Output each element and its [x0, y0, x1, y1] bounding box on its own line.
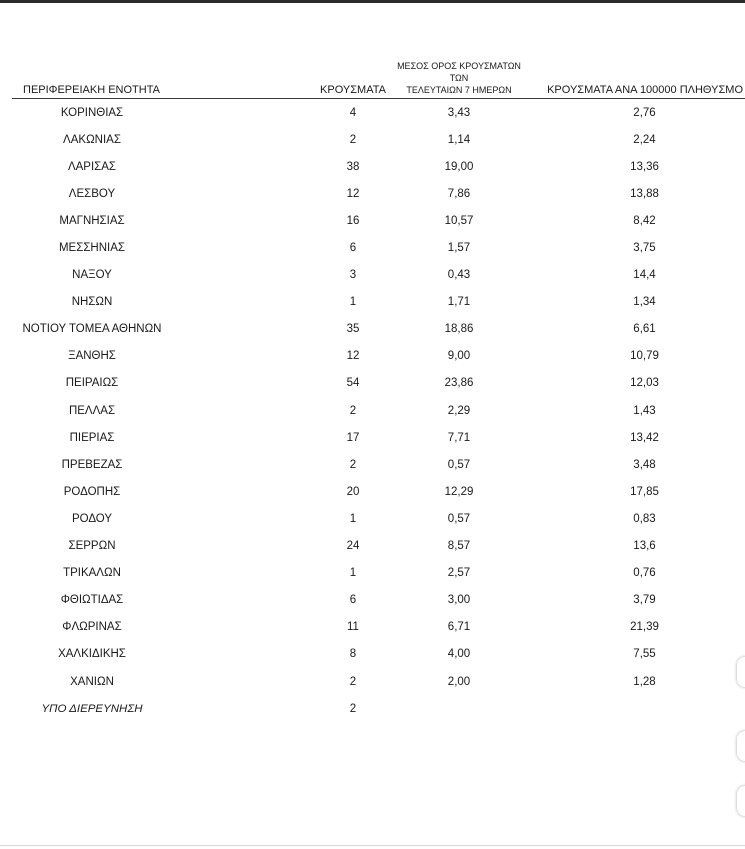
- cell-per100k: 6,61: [633, 323, 656, 336]
- cell-per100k: 1,34: [633, 296, 656, 309]
- cell-cases: 38: [346, 160, 360, 173]
- table-row: [12, 370, 745, 397]
- cell-region: ΛΕΣΒΟΥ: [68, 187, 116, 200]
- header-region: ΠΕΡΙΦΕΡΕΙΑΚΗ ΕΝΟΤΗΤΑ: [12, 60, 172, 99]
- cell-per100k: 3,48: [633, 458, 656, 471]
- cell-region: ΥΠΟ ΔΙΕΡΕΥΝΗΣΗ: [41, 702, 143, 715]
- cell-region: ΛΑΚΩΝΙΑΣ: [63, 133, 121, 146]
- cell-region: ΠΕΛΛΑΣ: [68, 404, 116, 417]
- cell-region: ΝΑΞΟΥ: [72, 269, 112, 282]
- cell-cases: 2: [349, 702, 357, 715]
- cell-avg: 1,57: [447, 242, 471, 255]
- table-row: [12, 533, 745, 560]
- table-row: [12, 316, 745, 343]
- cell-per100k: 3,79: [633, 594, 656, 607]
- scroll-button-mid[interactable]: [737, 731, 745, 761]
- cell-cases: 2: [349, 133, 357, 146]
- scroll-button-down[interactable]: [737, 786, 745, 816]
- cell-avg: 1,71: [447, 296, 471, 309]
- cell-avg: 23,86: [444, 377, 474, 390]
- table-row: [12, 587, 745, 614]
- cell-avg: 3,43: [447, 106, 471, 119]
- cell-avg: 2,57: [447, 567, 471, 580]
- cell-per100k: 13,88: [630, 187, 659, 200]
- cell-cases: 2: [349, 458, 357, 471]
- cell-avg: 7,71: [447, 431, 471, 444]
- cell-region: ΧΑΛΚΙΔΙΚΗΣ: [58, 648, 126, 661]
- cell-cases: 4: [349, 106, 357, 119]
- table-row: [12, 262, 745, 289]
- cell-region: ΠΕΙΡΑΙΩΣ: [65, 377, 119, 390]
- cell-per100k: 1,28: [633, 675, 656, 688]
- cell-avg: 6,71: [447, 621, 471, 634]
- cell-cases: 12: [346, 350, 360, 363]
- cell-avg: [394, 695, 524, 722]
- cell-cases: 1: [349, 512, 357, 525]
- table-row: [12, 343, 745, 370]
- table-row: [12, 614, 745, 641]
- table-row: [12, 180, 745, 207]
- table-row: [12, 505, 745, 532]
- cell-avg: 12,29: [444, 485, 474, 498]
- cell-region: ΛΑΡΙΣΑΣ: [67, 160, 117, 173]
- cell-cases: 54: [346, 377, 360, 390]
- cell-region: ΠΡΕΒΕΖΑΣ: [61, 458, 123, 471]
- table-row: [12, 478, 745, 505]
- table-row: [12, 424, 745, 451]
- cell-per100k: 10,79: [630, 350, 659, 363]
- cell-avg: 7,86: [447, 187, 471, 200]
- cell-cases: 2: [349, 404, 357, 417]
- table-row: [12, 560, 745, 587]
- cell-per100k: 13,6: [633, 540, 656, 553]
- cell-cases: 16: [346, 214, 360, 227]
- header-per100k: ΚΡΟΥΣΜΑΤΑ ΑΝΑ 100000 ΠΛΗΘΥΣΜΟ: [524, 60, 745, 99]
- cell-cases: 6: [349, 594, 357, 607]
- cell-avg: 0,57: [447, 458, 471, 471]
- cell-cases: 3: [349, 269, 357, 282]
- cell-region: ΝΗΣΩΝ: [71, 296, 113, 309]
- header-avg-line1: ΜΕΣΟΣ ΟΡΟΣ ΚΡΟΥΣΜΑΤΩΝ ΤΩΝ: [397, 61, 521, 83]
- cell-cases: 11: [347, 621, 359, 634]
- scroll-button-up[interactable]: [737, 657, 745, 687]
- table-row: [12, 234, 745, 261]
- top-toolbar-edge: [0, 0, 745, 3]
- cell-per100k: 0,83: [633, 512, 656, 525]
- cell-per100k: 12,03: [630, 377, 659, 390]
- cell-cases: 20: [346, 485, 360, 498]
- cell-per100k: 7,55: [633, 648, 656, 661]
- cell-avg: 18,86: [444, 323, 474, 336]
- cell-per100k: 13,42: [630, 431, 659, 444]
- table-row: [12, 289, 745, 316]
- cell-avg: 0,43: [447, 269, 471, 282]
- header-avg-line2: ΤΕΛΕΥΤΑΙΩΝ 7 ΗΜΕΡΩΝ: [406, 85, 512, 95]
- table-row: [12, 668, 745, 695]
- cell-avg: 2,00: [447, 675, 471, 688]
- cell-cases: 1: [349, 567, 357, 580]
- cell-region: ΜΑΓΝΗΣΙΑΣ: [59, 214, 125, 227]
- table-row: [12, 153, 745, 180]
- cell-region: ΜΕΣΣΗΝΙΑΣ: [58, 242, 126, 255]
- cell-region: ΡΟΔΟΠΗΣ: [63, 485, 121, 498]
- cell-region: ΤΡΙΚΑΛΩΝ: [63, 567, 121, 580]
- cell-region: ΡΟΔΟΥ: [71, 512, 113, 525]
- table-body: [12, 99, 745, 723]
- cell-cases: 24: [346, 540, 360, 553]
- cell-per100k: 14,4: [633, 269, 656, 282]
- cell-per100k: 8,42: [633, 214, 656, 227]
- cell-avg: 3,00: [447, 594, 471, 607]
- cell-per100k: 3,75: [633, 242, 656, 255]
- cell-region: ΦΘΙΩΤΙΔΑΣ: [60, 594, 124, 607]
- cases-table: [12, 60, 745, 722]
- cell-avg: 0,57: [447, 512, 471, 525]
- cell-region: ΠΙΕΡΙΑΣ: [69, 431, 115, 444]
- cell-per100k: 2,76: [633, 106, 656, 119]
- cell-per100k: 0,76: [633, 567, 656, 580]
- cell-avg: 19,00: [444, 160, 474, 173]
- table-row: [12, 695, 745, 722]
- cell-avg: 1,14: [447, 133, 471, 146]
- table-header-row: [12, 60, 745, 99]
- cell-cases: 8: [349, 648, 357, 661]
- table-row: [12, 641, 745, 668]
- table-row: [12, 99, 745, 127]
- cell-cases: 6: [349, 242, 357, 255]
- cell-cases: 1: [349, 296, 357, 309]
- header-avg: [394, 60, 524, 99]
- cell-region: ΚΟΡΙΝΘΙΑΣ: [60, 106, 124, 119]
- cell-cases: 17: [346, 431, 360, 444]
- cell-avg: 8,57: [447, 540, 471, 553]
- cell-per100k: [524, 695, 745, 722]
- cell-region: ΦΛΩΡΙΝΑΣ: [62, 621, 122, 634]
- cell-avg: 10,57: [444, 214, 474, 227]
- cell-per100k: 13,36: [630, 160, 659, 173]
- cell-cases: 12: [346, 187, 360, 200]
- header-cases: ΚΡΟΥΣΜΑΤΑ: [172, 60, 394, 99]
- cell-region: ΞΑΝΘΗΣ: [68, 350, 116, 363]
- table-row: [12, 207, 745, 234]
- cell-per100k: 2,24: [633, 133, 656, 146]
- cell-cases: 35: [346, 323, 360, 336]
- cell-avg: 4,00: [447, 648, 471, 661]
- cell-per100k: 1,43: [633, 404, 656, 417]
- cell-region: ΧΑΝΙΩΝ: [70, 675, 114, 688]
- cell-avg: 9,00: [447, 350, 471, 363]
- cell-per100k: 17,85: [630, 485, 659, 498]
- cell-per100k: 21,39: [630, 621, 659, 634]
- table-row: [12, 126, 745, 153]
- table-row: [12, 451, 745, 478]
- cell-region: ΝΟΤΙΟΥ ΤΟΜΕΑ ΑΘΗΝΩΝ: [22, 323, 162, 336]
- table-row: [12, 397, 745, 424]
- cell-region: ΣΕΡΡΩΝ: [68, 540, 116, 553]
- cell-cases: 2: [349, 675, 357, 688]
- cell-avg: 2,29: [447, 404, 471, 417]
- page-bottom-divider: [0, 845, 745, 846]
